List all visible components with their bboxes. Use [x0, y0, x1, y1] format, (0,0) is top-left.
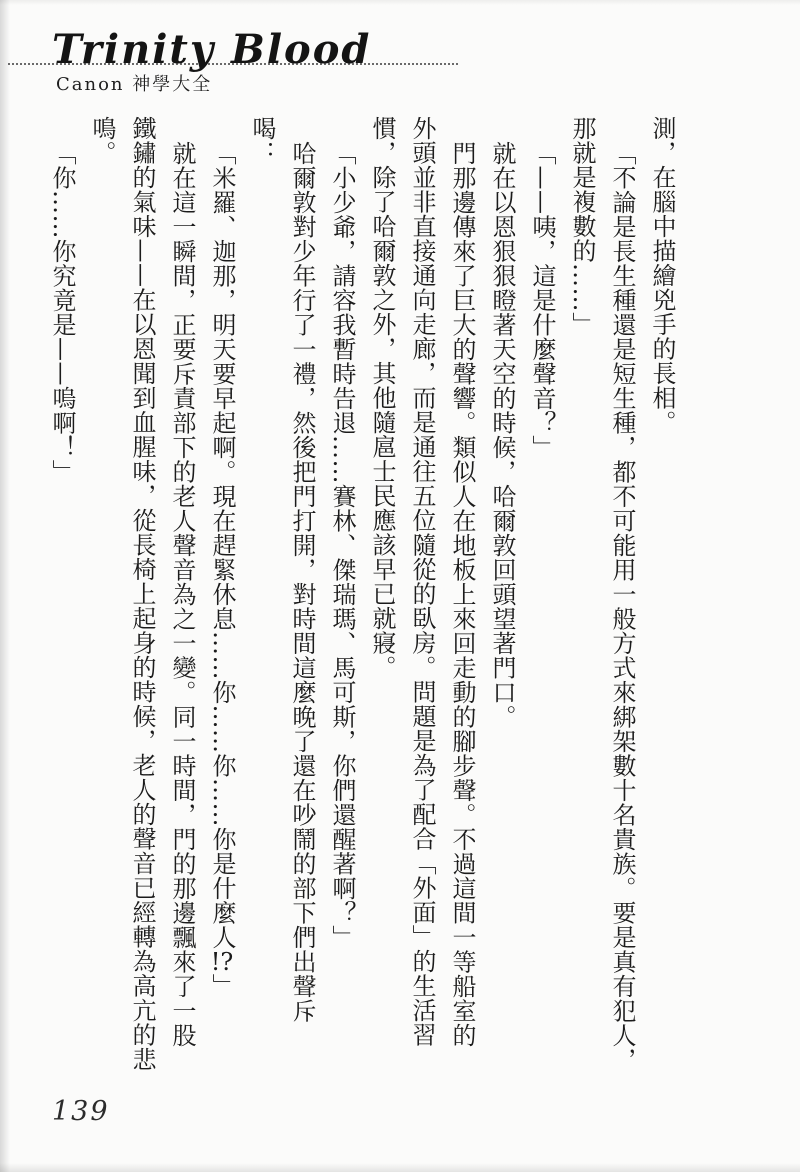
text-column: [202, 116, 242, 1081]
novel-text: [42, 116, 682, 1081]
text-column: 門那邊傳來了巨大的聲響。類似人在地板上來回走動的腳步聲。不過這間一等船室的: [448, 141, 476, 1048]
text-column: 「小少爺，請容我暫時告退……賽林、傑瑞瑪、馬可斯，你們還醒著啊？」: [328, 141, 356, 950]
text-column: 鐵鏽的氣味——在以恩聞到血腥味，從長椅上起身的時候，老人的聲音已經轉為高亢的悲: [128, 116, 156, 1072]
text-column: 慣，除了哈爾敦之外，其他隨扈士民應該早已就寢。: [368, 116, 396, 680]
text-column: 就在以恩狠狠瞪著天空的時候，哈爾敦回頭望著門口。: [488, 141, 516, 729]
text-column: 鳴。: [88, 116, 116, 165]
text-column: 就在這一瞬間，正要斥責部下的老人聲音為之一變。同一時間，門的那邊飄來了一股: [168, 141, 196, 1048]
tate-chu-yoko-punctuation: !?: [210, 949, 234, 974]
text-column: 測，在腦中描繪兇手的長相。: [648, 116, 676, 435]
series-logo: Trinity Blood: [52, 26, 372, 73]
page-header: [0, 0, 800, 110]
page-number: 139: [52, 1096, 110, 1127]
text-column: 「——咦，這是什麼聲音？」: [528, 141, 556, 460]
text-column: 外頭並非直接通向走廊，而是通往五位隨從的臥房。問題是為了配合「外面」的生活習: [408, 116, 436, 1047]
series-subtitle: Canon 神學大全: [56, 74, 213, 95]
text-run: 」: [208, 973, 236, 998]
scan-edge-left: [0, 0, 10, 1172]
text-column: 「不論是長生種還是短生種，都不可能用一般方式來綁架數十名貴族。要是真有犯人，: [608, 141, 636, 1072]
text-column: 哈爾敦對少年行了一禮，然後把門打開，對時間這麼晚了還在吵鬧的部下們出聲斥: [288, 141, 316, 1023]
text-run: 「米羅、迦那，明天要早起啊。現在趕緊休息……你……你……你是什麼人: [208, 141, 236, 950]
text-column: 「你……你究竟是——嗚啊！」: [48, 141, 76, 484]
text-column: 喝：: [248, 116, 276, 165]
scan-edge-bottom: [0, 1163, 800, 1172]
text-column: 那就是複數的……」: [568, 116, 596, 337]
